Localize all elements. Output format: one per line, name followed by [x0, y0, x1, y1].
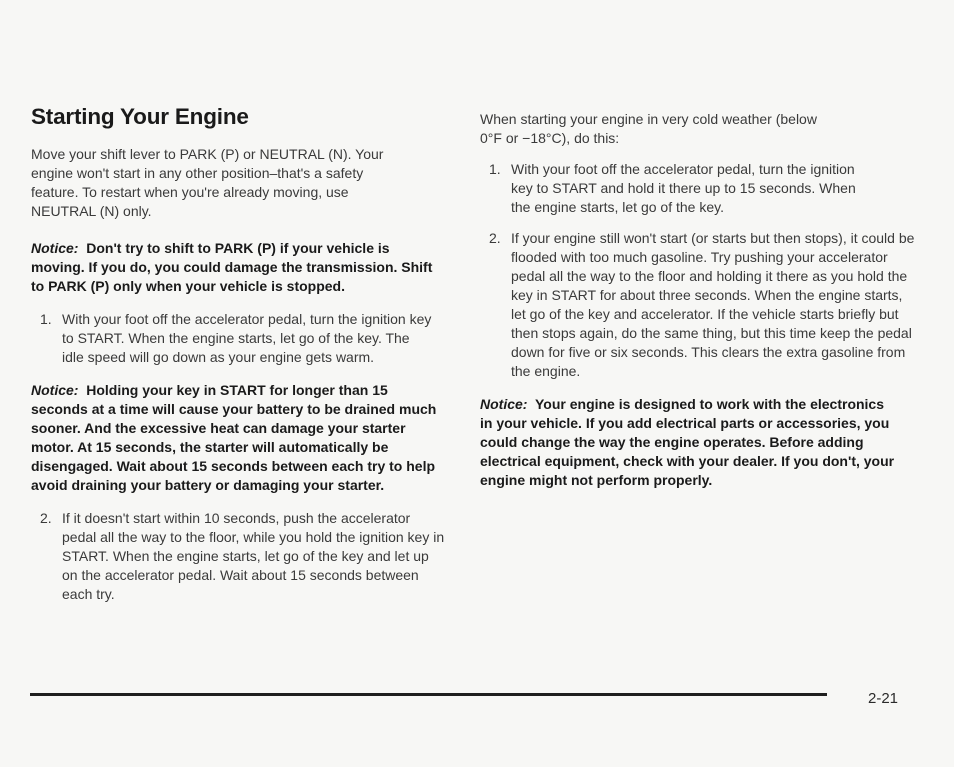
- step-number: 2.: [40, 510, 52, 526]
- step-number: 2.: [489, 230, 501, 246]
- step-text: With your foot off the accelerator pedal, turn the ignition key to START. When the engine starts, let go of the key. The idle speed will go down as your engine gets warm.: [62, 311, 432, 365]
- intro-paragraph: Move your shift lever to PARK (P) or NEUTRAL (N). Your engine won't start in any other position–that's a safety feature. To restart when you're already moving, use NEUTRAL (N) only.: [31, 146, 384, 219]
- notice-park: [31, 239, 443, 296]
- notice-text: Holding your key in START for longer than 15 seconds at a time will cause your battery to be drained much sooner. And the excessive heat can damage your starter motor. At 15 seconds, the starter will automatically be disengaged. Wait about 15 seconds between each try to help avoid draining your battery or damaging your starter.: [31, 382, 437, 493]
- notice-text: Your engine is designed to work with the electronics in your vehicle. If you add electrical parts or accessories, you could change the way the engine operates. Before adding electrical equipment, check with your dealer. If you don't, your engine might not perform properly.: [480, 396, 895, 488]
- step-text: With your foot off the accelerator pedal, turn the ignition key to START and hold it there up to 15 seconds. When the engine starts, let go of the key.: [511, 161, 856, 215]
- left-column: [31, 104, 451, 604]
- cold-step-item: [480, 160, 877, 217]
- step-text: If it doesn't start within 10 seconds, push the accelerator pedal all the way to the floor, while you hold the ignition key in START. When the engine starts, let go of the key and let up on the accelerator pedal. Wait about 15 seconds between each try.: [62, 510, 445, 602]
- notice-label: Notice:: [31, 240, 79, 256]
- notice-label: Notice:: [31, 382, 79, 398]
- notice-label: Notice:: [480, 396, 528, 412]
- section-title: Starting Your Engine: [31, 104, 249, 129]
- step-text: If your engine still won't start (or starts but then stops), it could be flooded with too much gasoline. Try pushing your accelerator pedal all the way to the floor and holding it there as you hold the key in START for about three seconds. When the engine starts, let go of the key and accelerator. If the vehicle starts briefly but then stops again, do the same thing, but this time keep the pedal down for five or six seconds. This clears the extra gasoline from the engine.: [511, 230, 915, 379]
- page-number: 2-21: [868, 690, 899, 707]
- cold-step-item: [480, 229, 916, 381]
- footer-divider: [30, 693, 827, 696]
- cold-weather-intro: When starting your engine in very cold weather (below 0°F or −18°C), do this:: [480, 111, 817, 146]
- right-column: [480, 110, 915, 490]
- notice-battery: [31, 381, 443, 495]
- step-item: [31, 509, 448, 604]
- notice-text: Don't try to shift to PARK (P) if your vehicle is moving. If you do, you could damage the transmission. Shift to PARK (P) only when your vehicle is stopped.: [31, 240, 433, 294]
- step-number: 1.: [40, 311, 52, 327]
- step-item: [31, 310, 434, 367]
- notice-electronics: [480, 395, 900, 490]
- step-number: 1.: [489, 161, 501, 177]
